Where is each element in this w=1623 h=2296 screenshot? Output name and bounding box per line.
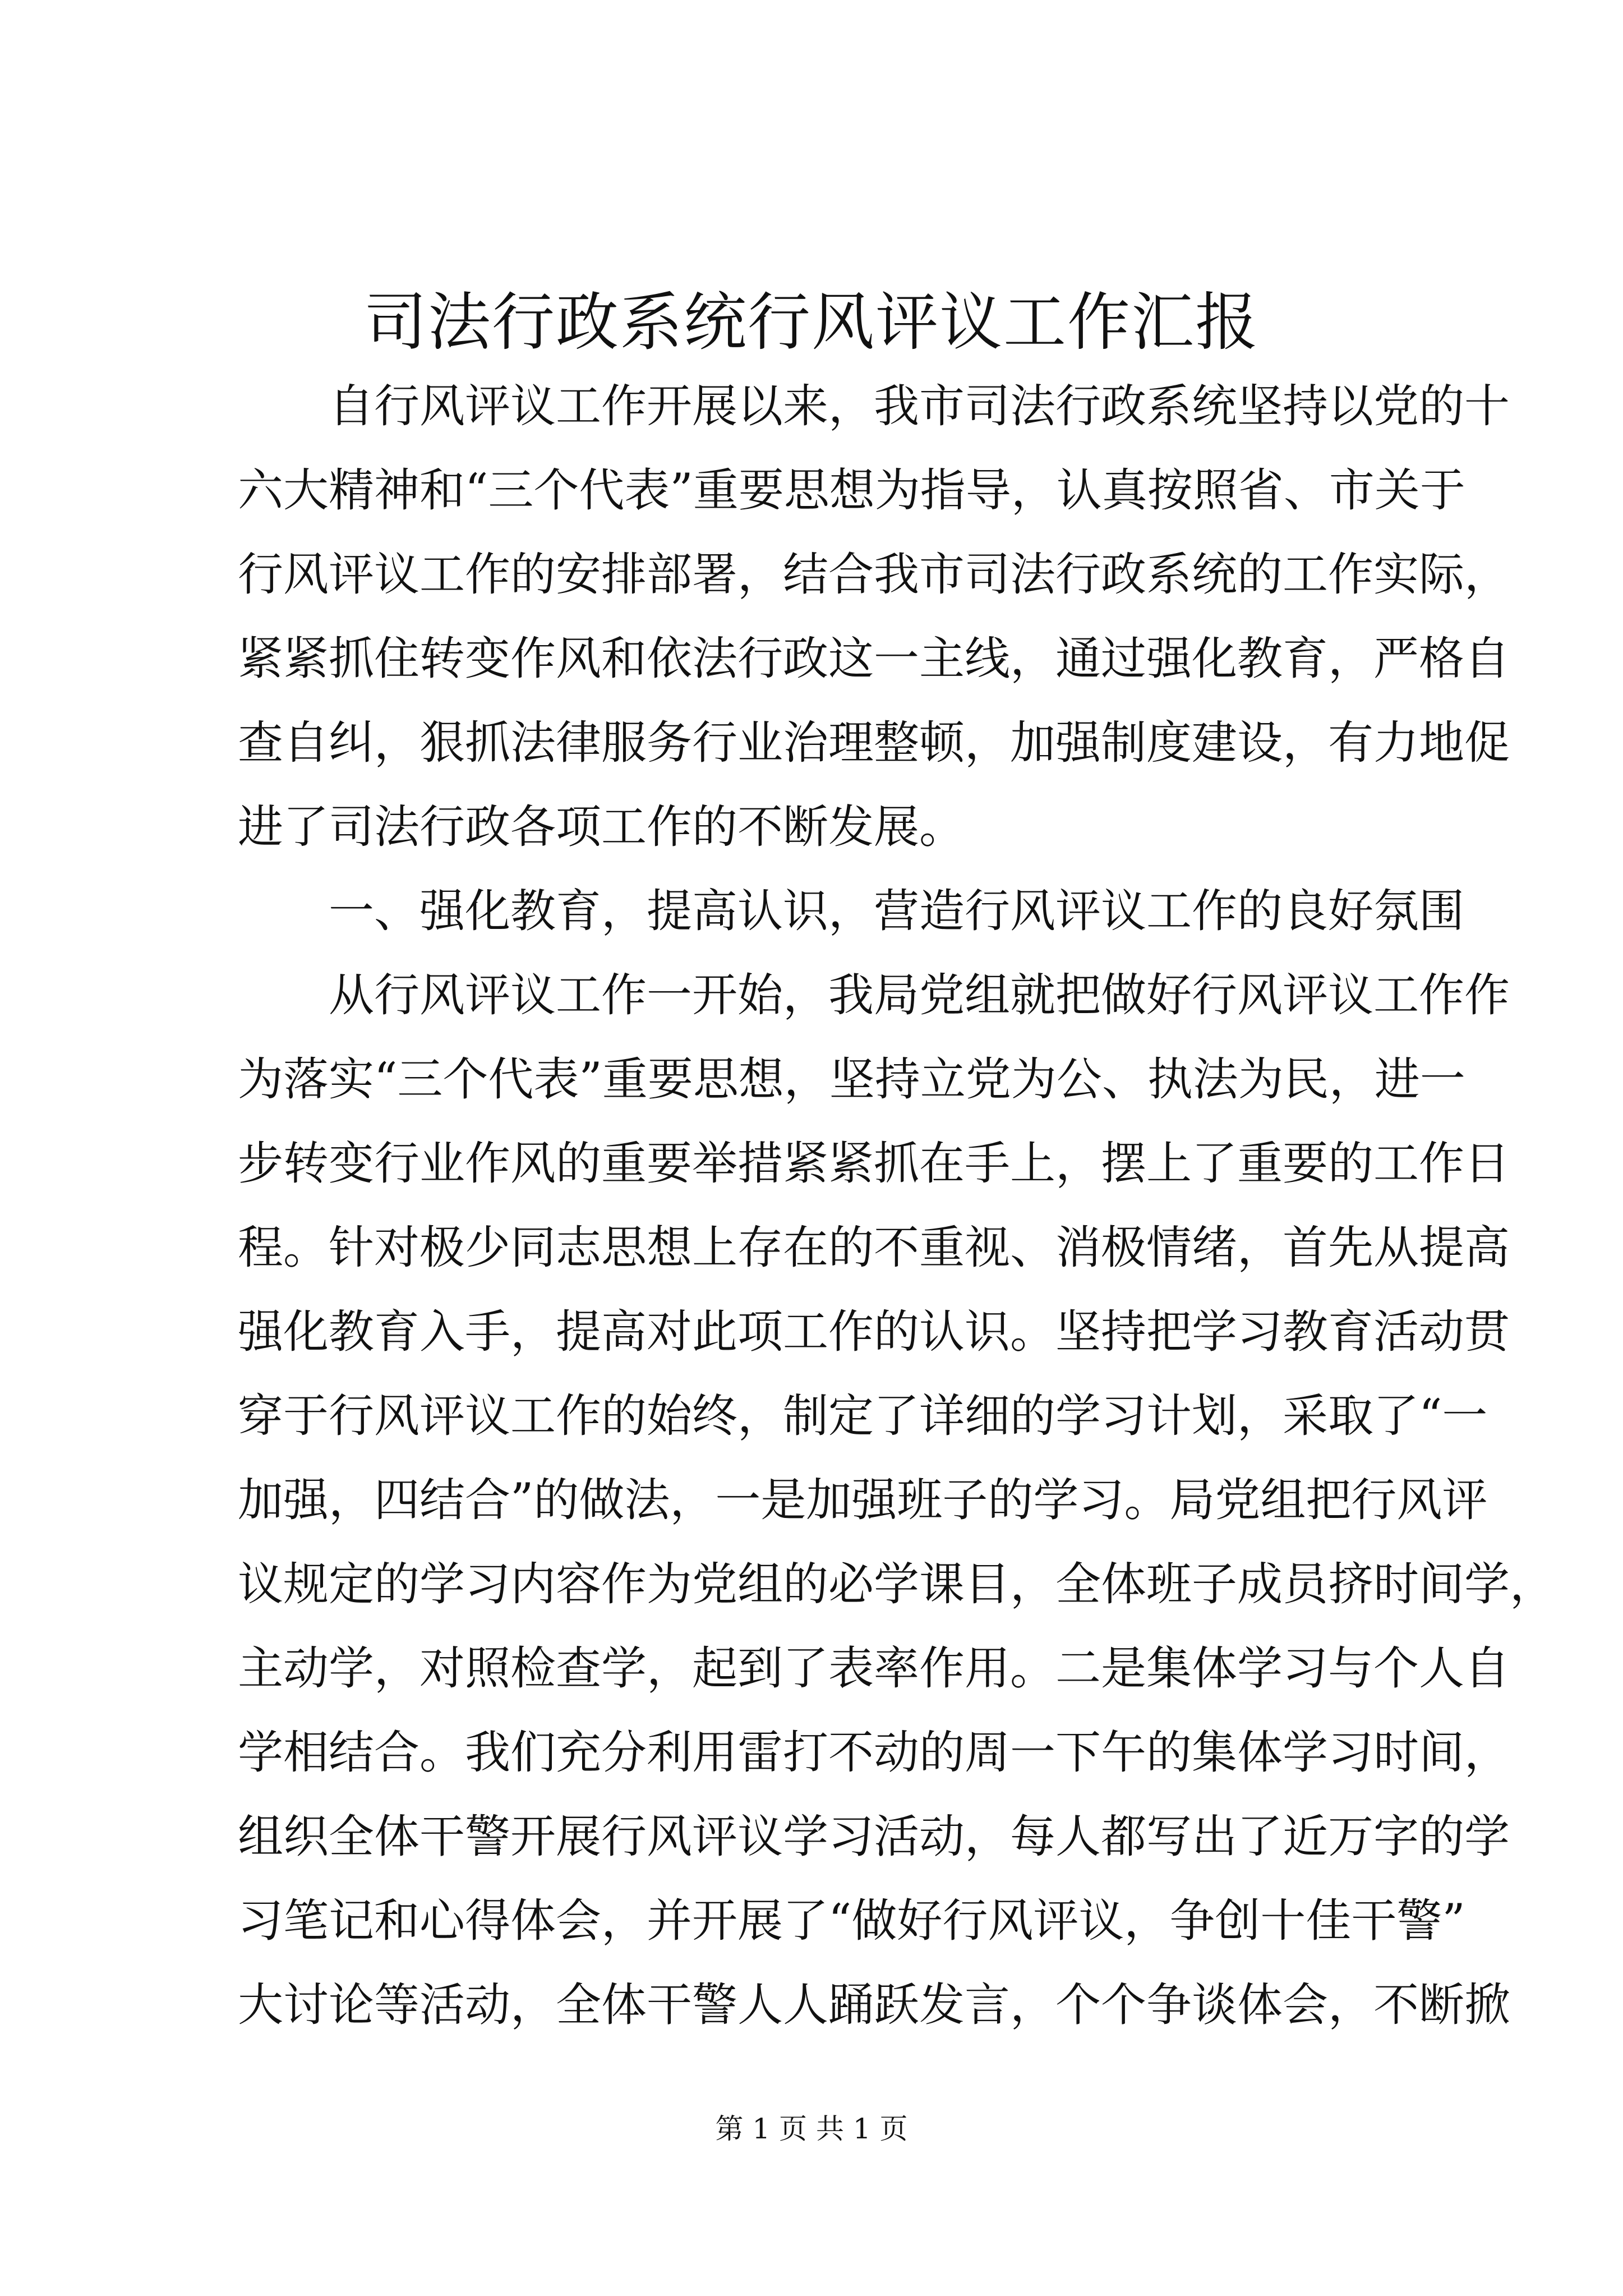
body-line: 进了司法行政各项工作的不断发展。 [238,801,965,854]
body-line: 程。针对极少同志思想上存在的不重视、消极情绪，首先从提高 [238,1222,1510,1274]
body-line: 步转变行业作风的重要举措紧紧抓在手上，摆上了重要的工作日 [238,1138,1510,1190]
body-line: 大讨论等活动，全体干警人人踊跃发言，个个争谈体会，不断掀 [238,1979,1510,2032]
body-line: 行风评议工作的安排部署，结合我市司法行政系统的工作实际， [238,549,1510,601]
section-heading: 一、强化教育，提高认识，营造行风评议工作的良好氛围 [329,885,1465,938]
body-line: 加强，四结合”的做法，一是加强班子的学习。局党组把行风评 [238,1474,1488,1527]
page-number-label: 第 1 页 共 1 页 [715,2113,908,2145]
page-footer [0,2109,1623,2148]
body-line: 议规定的学习内容作为党组的必学课目，全体班子成员挤时间学， [238,1558,1556,1611]
body-line: 为落实“三个代表”重要思想，坚持立党为公、执法为民，进一 [238,1053,1465,1106]
body-line: 查自纠，狠抓法律服务行业治理整顿，加强制度建设，有力地促 [238,717,1510,770]
body-line: 六大精神和“三个代表”重要思想为指导，认真按照省、市关于 [238,464,1465,517]
body-line: 从行风评议工作一开始，我局党组就把做好行风评议工作作 [329,969,1510,1022]
body-line: 紧紧抓住转变作风和依法行政这一主线，通过强化教育，严格自 [238,633,1510,685]
document-title: 司法行政系统行风评议工作汇报 [364,286,1259,359]
body-line: 组织全体干警开展行风评议学习活动，每人都写出了近万字的学 [238,1811,1510,1864]
body-line: 自行风评议工作开展以来，我市司法行政系统坚持以党的十 [329,380,1510,433]
body-line: 穿于行风评议工作的始终，制定了详细的学习计划，采取了“一 [238,1390,1488,1443]
body-line: 习笔记和心得体会，并开展了“做好行风评议，争创十佳干警” [238,1895,1465,1948]
document-body [238,365,1556,2047]
body-line: 主动学，对照检查学，起到了表率作用。二是集体学习与个人自 [238,1642,1510,1695]
body-line: 学相结合。我们充分利用雷打不动的周一下午的集体学习时间， [238,1727,1510,1779]
body-line: 强化教育入手，提高对此项工作的认识。坚持把学习教育活动贯 [238,1306,1510,1359]
